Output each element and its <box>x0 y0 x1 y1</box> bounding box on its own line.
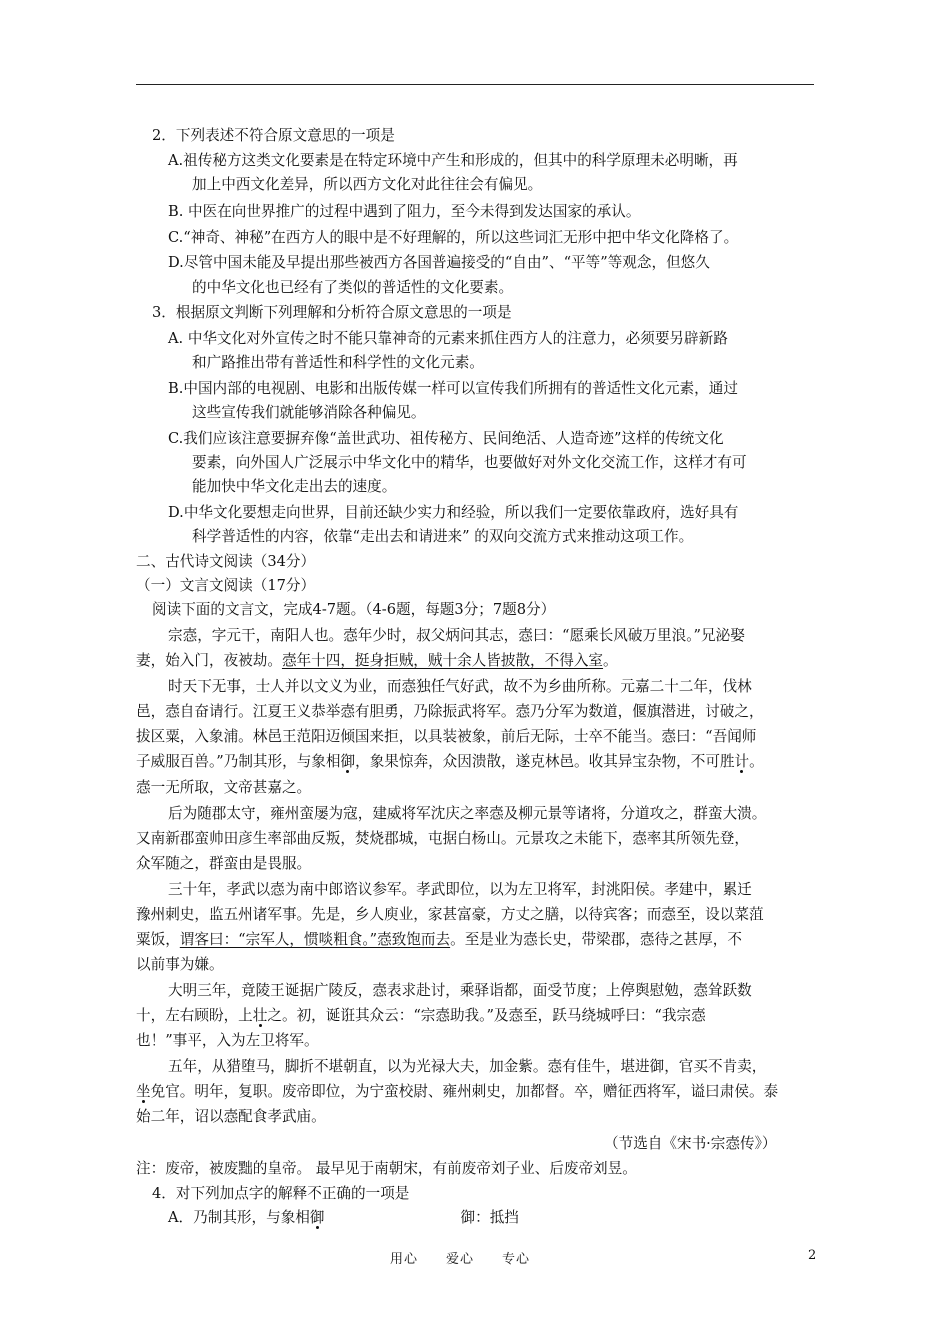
underlined-sentence: 悫年十四，挺身拒贼，贼十余人皆披散，不得入室 <box>281 652 604 669</box>
q2-option-c: C.“神奇、神秘”在西方人的眼中是不好理解的，所以这些词汇无形中把中华文化降格了。 <box>168 229 739 246</box>
emphasized-char: 壮 <box>252 1007 268 1024</box>
q4-option-a: A．乃制其形，与象相御 御：抵挡 <box>168 1209 519 1226</box>
passage-line: 十，左右顾盼，上壮之。初，诞诳其众云：“宗悫助我。”及悫至，跃马绕城呼曰：“我宗悫 <box>136 1007 706 1024</box>
passage-line: 宗悫，字元干，南阳人也。悫年少时，叔父炳问其志，悫曰：“愿乘长风破万里浪。”兄泌娶 <box>168 627 745 644</box>
emphasized-char: 御 <box>309 1209 325 1226</box>
passage-line: 粟饭，谓客曰：“宗军人，惯啖粗食。”悫致饱而去。至是业为悫长史，带梁郡，悫待之甚厚，不 <box>136 931 742 948</box>
passage-line: 坐免官。明年，复职。废帝即位，为宁蛮校尉、雍州刺史，加都督。卒，赠征西将军，谥曰肃侯。泰 <box>136 1083 779 1100</box>
q2-option-a-cont: 加上中西文化差异，所以西方文化对此往往会有偏见。 <box>192 176 543 193</box>
passage-line: 三十年，孝武以悫为南中郎谘议参军。孝武即位，以为左卫将军，封洮阳侯。孝建中，累迁 <box>168 881 752 898</box>
passage-line: 邑，悫自奋请行。江夏王义恭举悫有胆勇，乃除振武将军。悫乃分军为数道，偃旗潜进，讨破之， <box>136 703 764 720</box>
passage-line: 五年，从猎堕马，脚折不堪朝直，以为光禄大夫，加金紫。悫有佳牛，堪进御，官买不肯卖， <box>168 1058 767 1075</box>
header-rule <box>136 84 814 85</box>
passage-line: 豫州刺史，监五州诸军事。先是，乡人庾业，家甚富豪，方丈之膳，以待宾客；而悫至，设以菜菹 <box>136 906 764 923</box>
q3-option-c: C.我们应该注意要摒弃像“盖世武功、祖传秘方、民间绝活、人造奇迹”这样的传统文化 <box>168 430 724 447</box>
subsection-title: （一）文言文阅读（17分） <box>136 577 316 594</box>
emphasized-char: 计 <box>734 753 750 770</box>
footnote: 注：废帝，被废黜的皇帝。 最早见于南朝宋，有前废帝刘子业、后废帝刘昱。 <box>136 1160 637 1177</box>
q2-option-a: A.祖传秘方这类文化要素是在特定环境中产生和形成的，但其中的科学原理未必明晰，再 <box>168 152 738 169</box>
q2-option-b: B. 中医在向世界推广的过程中遇到了阻力，至今未得到发达国家的承认。 <box>168 203 641 220</box>
passage-line: 又南新郡蛮帅田彦生率部曲反叛，焚烧郡城，屯据白杨山。元景攻之未能下，悫率其所领先登， <box>136 830 749 847</box>
section-title: 二、古代诗文阅读（34分） <box>136 553 316 570</box>
q2-stem: 2．下列表述不符合原文意思的一项是 <box>152 127 395 144</box>
passage-line: 拔区粟，入象浦。林邑王范阳迈倾国来拒，以具装被象，前后无际，士卒不能当。悫曰：“吾闻师 <box>136 728 757 745</box>
q3-option-a: A. 中华文化对外宣传之时不能只靠神奇的元素来抓住西方人的注意力，必须要另辟新路 <box>168 330 728 347</box>
page-number: 2 <box>808 1248 817 1263</box>
passage-line: 始二年，诏以悫配食孝武庙。 <box>136 1108 326 1125</box>
reading-instruction: 阅读下面的文言文，完成4-7题。（4-6题，每题3分；7题8分） <box>152 601 556 618</box>
passage-line: 后为随郡太守，雍州蛮屡为寇，建威将军沈庆之率悫及柳元景等诸将，分道攻之，群蛮大溃。 <box>168 805 767 822</box>
q3-option-c-cont: 要素，向外国人广泛展示中华文化中的精华，也要做好对外文化交流工作，这样才有可 <box>192 454 747 471</box>
q3-stem: 3．根据原文判断下列理解和分析符合原文意思的一项是 <box>152 304 512 321</box>
q4-stem: 4．对下列加点字的解释不正确的一项是 <box>152 1185 410 1202</box>
passage-line: 悫一无所取，文帝甚嘉之。 <box>136 779 312 796</box>
q4-option-a-gloss: 御：抵挡 <box>460 1209 519 1226</box>
q3-option-d-cont: 科学普适性的内容，依靠“走出去和请进来” 的双向交流方式来推动这项工作。 <box>192 528 694 545</box>
passage-line: 大明三年，竟陵王诞据广陵反，悫表求赴讨，乘驿诣都，面受节度；上停舆慰勉，悫耸跃数 <box>168 982 752 999</box>
q3-option-b-cont: 这些宣传我们就能够消除各种偏见。 <box>192 404 426 421</box>
passage-line: 众军随之，群蛮由是畏服。 <box>136 855 312 872</box>
q2-option-d: D.尽管中国未能及早提出那些被西方各国普遍接受的“自由”、“平等”等观念，但悠久 <box>168 254 710 271</box>
q3-option-c-cont2: 能加快中华文化走出去的速度。 <box>192 478 397 495</box>
q2-option-d-cont: 的中华文化也已经有了类似的普适性的文化要素。 <box>192 279 514 296</box>
q3-option-d: D.中华文化要想走向世界，目前还缺少实力和经验，所以我们一定要依靠政府，选好具有 <box>168 504 739 521</box>
passage-line: 时天下无事，士人并以文义为业，而悫独任气好武，故不为乡曲所称。元嘉二十二年，伐林 <box>168 678 752 695</box>
q3-option-a-cont: 和广路推出带有普适性和科学性的文化元素。 <box>192 354 484 371</box>
footer-motto: 用心 爱心 专心 <box>390 1252 531 1267</box>
passage-line: 也！”事平，入为左卫将军。 <box>136 1032 319 1049</box>
emphasized-char: 坐 <box>136 1083 151 1100</box>
underlined-sentence: 谓客曰：“宗军人，惯啖粗食。”悫致饱而去 <box>179 931 451 948</box>
source-citation: （节选自《宋书·宗悫传》） <box>604 1135 777 1152</box>
passage-line: 妻，始入门，夜被劫。悫年十四，挺身拒贼，贼十余人皆披散，不得入室。 <box>136 652 618 669</box>
passage-line: 以前事为嫌。 <box>136 956 224 973</box>
emphasized-char: 御 <box>340 753 356 770</box>
q3-option-b: B.中国内部的电视剧、电影和出版传媒一样可以宣传我们所拥有的普适性文化元素，通过 <box>168 380 738 397</box>
passage-line: 子威服百兽。”乃制其形，与象相御，象果惊奔，众因溃散，遂克林邑。收其异宝杂物，不可胜计。 <box>136 753 764 770</box>
